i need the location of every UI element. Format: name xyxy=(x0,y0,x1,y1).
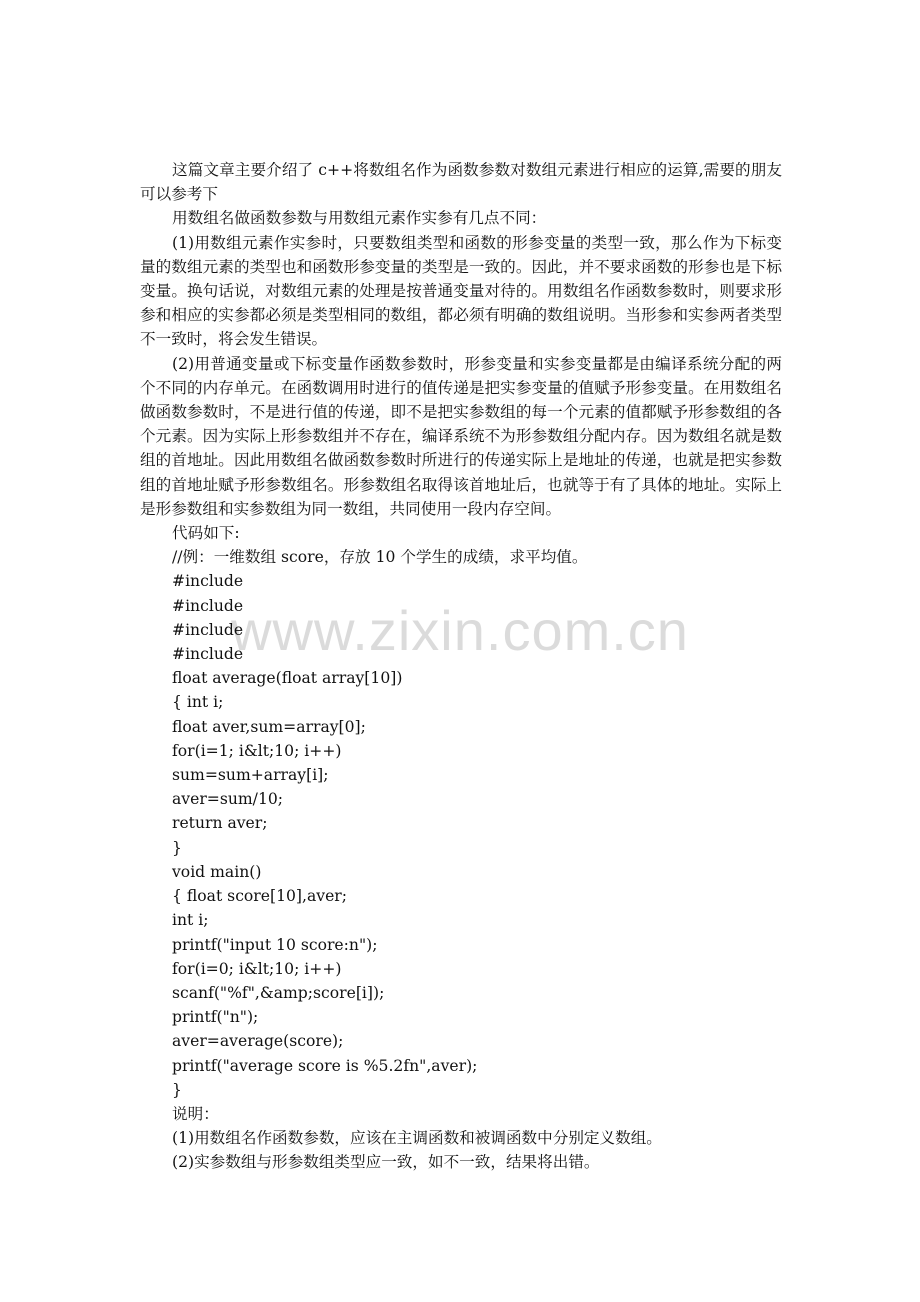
code-line: #include xyxy=(172,645,244,664)
code-line: } xyxy=(172,1080,182,1099)
code-line: for(i=1; i&lt;10; i++) xyxy=(172,741,342,760)
code-line: #include xyxy=(172,572,244,591)
code-line: sum=sum+array[i]; xyxy=(172,766,329,785)
code-line: { int i; xyxy=(172,693,224,712)
note-item: (2)实参数组与形参数组类型应一致，如不一致，结果将出错。 xyxy=(172,1153,600,1172)
comparison-intro-paragraph: 用数组名做函数参数与用数组元素作实参有几点不同： xyxy=(172,209,547,228)
code-line: #include xyxy=(172,620,244,639)
code-line: aver=average(score); xyxy=(172,1032,344,1051)
notes-heading: 说明： xyxy=(172,1104,219,1123)
code-line: #include xyxy=(172,596,244,615)
point-2-paragraph: (2)用普通变量或下标变量作函数参数时，形参变量和实参变量都是由编译系统分配的两个不同的内存单元。在函数调用时进行的值传递是把实参变量的值赋予形参变量。在用数组名做函数参数时，不是进行值的传递，即不是把实参数组的每一个元素的值都赋予形参数组的各个元素。因为实际上形参数组并不存在，编译系统不为形参数组分配内存。因为数组名就是数组的首地址。因此用数组名做函数参数时所进行的传递实际上是地址的传递，也就是把实参数组的首地址赋予形参数组名。形参数组名取得该首地址后，也就等于有了具体的地址。实际上是形参数组和实参数组为同一数组，共同使用一段内存空间。 xyxy=(140,354,782,518)
code-line: int i; xyxy=(172,911,209,930)
code-line: } xyxy=(172,838,182,857)
code-line: for(i=0; i&lt;10; i++) xyxy=(172,959,342,978)
code-line: { float score[10],aver; xyxy=(172,887,348,906)
code-line: float aver,sum=array[0]; xyxy=(172,717,366,736)
code-block xyxy=(140,545,782,1102)
article-body xyxy=(140,158,782,1175)
code-line: void main() xyxy=(172,862,262,881)
point-1-paragraph: (1)用数组元素作实参时，只要数组类型和函数的形参变量的类型一致，那么作为下标变量的数组元素的类型也和函数形参变量的类型是一致的。因此，并不要求函数的形参也是下标变量。换句话说，对数组元素的处理是按普通变量对待的。用数组名作函数参数时，则要求形参和相应的实参都必须是类型相同的数组，都必须有明确的数组说明。当形参和实参两者类型不一致时，将会发生错误。 xyxy=(140,233,782,349)
code-line: //例：一维数组 score，存放 10 个学生的成绩，求平均值。 xyxy=(172,548,588,567)
code-line: float average(float array[10]) xyxy=(172,669,403,688)
code-line: printf("n"); xyxy=(172,1008,259,1027)
code-line: printf("input 10 score:n"); xyxy=(172,935,378,954)
code-line: scanf("%f",&amp;score[i]); xyxy=(172,983,385,1002)
intro-paragraph: 这篇文章主要介绍了 c++将数组名作为函数参数对数组元素进行相应的运算,需要的朋友可以参考下 xyxy=(140,161,782,204)
note-item: (1)用数组名作函数参数，应该在主调函数和被调函数中分别定义数组。 xyxy=(172,1129,662,1148)
code-line: return aver; xyxy=(172,814,268,833)
code-heading: 代码如下: xyxy=(172,524,240,543)
watermark: www.zixin.com.cn xyxy=(231,599,689,662)
code-line: aver=sum/10; xyxy=(172,790,284,809)
code-line: printf("average score is %5.2fn",aver); xyxy=(172,1056,478,1075)
